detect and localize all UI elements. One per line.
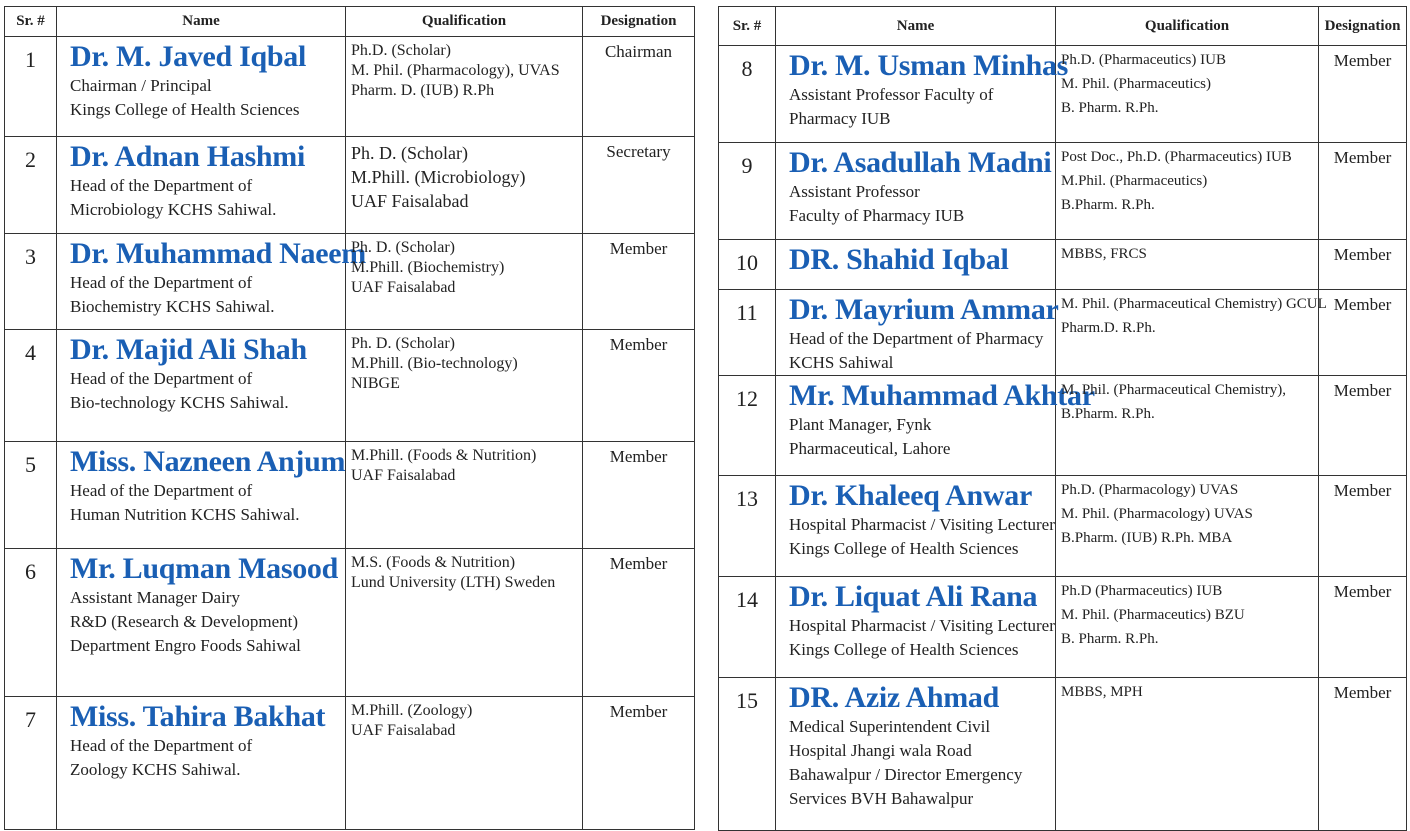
serial-number: 5 xyxy=(5,442,57,549)
member-title-line: Kings College of Health Sciences xyxy=(789,539,1019,558)
member-name: Dr. Khaleeq Anwar xyxy=(789,479,1032,512)
member-title-line: Services BVH Bahawalpur xyxy=(789,789,974,808)
designation: Member xyxy=(1319,577,1407,678)
member-name: DR. Shahid Iqbal xyxy=(789,243,1009,276)
qualification-line: MBBS, MPH xyxy=(1061,684,1143,700)
member-title-line: Hospital Pharmacist / Visiting Lecturer xyxy=(789,616,1055,635)
designation: Member xyxy=(583,330,695,442)
qualification-line: M.S. (Foods & Nutrition) xyxy=(351,554,516,571)
header-sr: Sr. # xyxy=(719,7,776,46)
member-title-line: Head of the Department of xyxy=(70,481,253,500)
name-cell xyxy=(57,549,346,697)
designation: Member xyxy=(1319,46,1407,143)
member-title-line: Bahawalpur / Director Emergency xyxy=(789,765,1023,784)
table-row xyxy=(5,37,695,137)
member-title-line: Assistant Professor Faculty of xyxy=(789,85,994,104)
member-name: Dr. Muhammad Naeem xyxy=(70,237,366,270)
member-name: Miss. Nazneen Anjum xyxy=(70,445,346,478)
serial-number: 15 xyxy=(719,678,776,831)
qualification-line: B.Pharm. (IUB) R.Ph. MBA xyxy=(1061,530,1233,546)
serial-number: 9 xyxy=(719,143,776,240)
serial-number: 8 xyxy=(719,46,776,143)
member-name: Dr. Asadullah Madni xyxy=(789,146,1052,179)
name-cell xyxy=(776,46,1069,143)
member-title-line: Hospital Jhangi wala Road xyxy=(789,741,972,760)
member-title-line: Microbiology KCHS Sahiwal. xyxy=(70,200,277,219)
name-cell xyxy=(57,37,346,137)
member-name: DR. Aziz Ahmad xyxy=(789,681,999,714)
table-row xyxy=(5,137,695,234)
header-qualification: Qualification xyxy=(1056,7,1319,46)
qualification-line: Ph.D. (Pharmaceutics) IUB xyxy=(1061,52,1226,68)
serial-number: 3 xyxy=(5,234,57,330)
qualification-line: M. Phil. (Pharmacology), UVAS xyxy=(351,62,560,79)
table-row xyxy=(5,330,695,442)
table-row xyxy=(719,577,1407,678)
serial-number: 12 xyxy=(719,376,776,476)
qualification-cell xyxy=(346,234,583,330)
qualification-line: Ph.D (Pharmaceutics) IUB xyxy=(1061,583,1223,599)
member-title-line: Department Engro Foods Sahiwal xyxy=(70,636,301,655)
header-row xyxy=(5,7,695,37)
name-cell xyxy=(776,376,1095,476)
member-title-line: Kings College of Health Sciences xyxy=(70,100,300,119)
name-cell xyxy=(57,234,366,330)
committee-table-left xyxy=(4,6,695,830)
qualification-line: UAF Faisalabad xyxy=(351,722,456,739)
qualification-cell xyxy=(346,137,583,234)
designation: Secretary xyxy=(583,137,695,234)
qualification-line: M. Phil. (Pharmacology) UVAS xyxy=(1061,506,1253,522)
designation: Member xyxy=(583,697,695,830)
designation: Member xyxy=(583,234,695,330)
member-name: Dr. M. Javed Iqbal xyxy=(70,40,307,73)
designation: Member xyxy=(583,549,695,697)
header-name: Name xyxy=(57,7,346,37)
member-title-line: Pharmaceutical, Lahore xyxy=(789,439,951,458)
member-title-line: Plant Manager, Fynk xyxy=(789,415,932,434)
member-title-line: Head of the Department of Pharmacy xyxy=(789,329,1044,348)
qualification-line: Ph.D. (Scholar) xyxy=(351,42,451,59)
qualification-line: Post Doc., Ph.D. (Pharmaceutics) IUB xyxy=(1061,149,1292,165)
table-row xyxy=(5,234,695,330)
serial-number: 1 xyxy=(5,37,57,137)
member-title-line: Medical Superintendent Civil xyxy=(789,717,991,736)
qualification-cell xyxy=(1056,240,1319,290)
member-title-line: Pharmacy IUB xyxy=(789,109,891,128)
qualification-cell xyxy=(1056,376,1319,476)
qualification-line: Ph.D. (Pharmacology) UVAS xyxy=(1061,482,1239,498)
member-title-line: Assistant Manager Dairy xyxy=(70,588,240,607)
serial-number: 6 xyxy=(5,549,57,697)
member-name: Mr. Luqman Masood xyxy=(70,552,339,585)
qualification-line: M. Phil. (Pharmaceutics) xyxy=(1061,76,1211,92)
qualification-line: M. Phil. (Pharmaceutics) BZU xyxy=(1061,607,1245,623)
qualification-cell xyxy=(1056,476,1319,577)
qualification-line: M.Phill. (Biochemistry) xyxy=(351,259,505,276)
member-title-line: Head of the Department of xyxy=(70,369,253,388)
member-title-line: KCHS Sahiwal xyxy=(789,353,894,372)
name-cell xyxy=(776,678,1056,831)
serial-number: 4 xyxy=(5,330,57,442)
header-qualification: Qualification xyxy=(346,7,583,37)
designation: Member xyxy=(1319,376,1407,476)
serial-number: 14 xyxy=(719,577,776,678)
member-name: Miss. Tahira Bakhat xyxy=(70,700,326,733)
designation: Member xyxy=(1319,143,1407,240)
qualification-line: B.Pharm. R.Ph. xyxy=(1061,406,1155,422)
qualification-line: M.Phill. (Microbiology) xyxy=(351,167,526,187)
member-title-line: Biochemistry KCHS Sahiwal. xyxy=(70,297,275,316)
qualification-cell xyxy=(1056,290,1327,376)
qualification-line: Pharm.D. R.Ph. xyxy=(1061,320,1156,336)
member-name: Dr. Mayrium Ammar xyxy=(789,293,1059,326)
qualification-line: Pharm. D. (IUB) R.Ph xyxy=(351,82,495,99)
member-title-line: Human Nutrition KCHS Sahiwal. xyxy=(70,505,300,524)
qualification-line: Lund University (LTH) Sweden xyxy=(351,574,556,591)
qualification-line: M. Phil. (Pharmaceutical Chemistry) GCUL xyxy=(1061,296,1327,312)
member-title-line: Faculty of Pharmacy IUB xyxy=(789,206,965,225)
table-row xyxy=(5,697,695,830)
name-cell xyxy=(57,137,346,234)
qualification-line: M.Phill. (Bio-technology) xyxy=(351,355,518,372)
header-designation: Designation xyxy=(583,7,695,37)
designation: Member xyxy=(1319,476,1407,577)
designation: Member xyxy=(1319,240,1407,290)
qualification-cell xyxy=(346,549,583,697)
header-sr: Sr. # xyxy=(5,7,57,37)
qualification-line: Ph. D. (Scholar) xyxy=(351,335,455,352)
committee-table-right xyxy=(718,6,1407,831)
member-title-line: Bio-technology KCHS Sahiwal. xyxy=(70,393,289,412)
member-title-line: Head of the Department of xyxy=(70,176,253,195)
member-title-line: Head of the Department of xyxy=(70,273,253,292)
member-name: Dr. M. Usman Minhas xyxy=(789,49,1069,82)
qualification-line: B.Pharm. R.Ph. xyxy=(1061,197,1155,213)
name-cell xyxy=(776,577,1056,678)
designation: Member xyxy=(1319,290,1407,376)
designation: Chairman xyxy=(583,37,695,137)
qualification-cell xyxy=(1056,143,1319,240)
table-row xyxy=(5,549,695,697)
designation: Member xyxy=(1319,678,1407,831)
qualification-line: M.Phil. (Pharmaceutics) xyxy=(1061,173,1208,189)
qualification-cell xyxy=(346,37,583,137)
table-row xyxy=(5,442,695,549)
header-designation: Designation xyxy=(1319,7,1407,46)
table-row xyxy=(719,678,1407,831)
member-name: Dr. Majid Ali Shah xyxy=(70,333,307,366)
header-name: Name xyxy=(776,7,1056,46)
table-body-left xyxy=(5,37,695,830)
qualification-cell xyxy=(1056,46,1319,143)
name-cell xyxy=(57,697,346,830)
serial-number: 2 xyxy=(5,137,57,234)
table-row xyxy=(719,476,1407,577)
qualification-line: UAF Faisalabad xyxy=(351,279,456,296)
qualification-cell xyxy=(346,697,583,830)
serial-number: 11 xyxy=(719,290,776,376)
qualification-line: M.Phill. (Zoology) xyxy=(351,702,473,719)
member-title-line: Kings College of Health Sciences xyxy=(789,640,1019,659)
member-name: Dr. Liquat Ali Rana xyxy=(789,580,1038,613)
qualification-cell xyxy=(346,442,583,549)
name-cell xyxy=(776,476,1056,577)
table-row xyxy=(719,240,1407,290)
member-name: Dr. Adnan Hashmi xyxy=(70,140,306,173)
qualification-line: B. Pharm. R.Ph. xyxy=(1061,100,1159,116)
qualification-cell xyxy=(1056,577,1319,678)
serial-number: 10 xyxy=(719,240,776,290)
name-cell xyxy=(57,330,346,442)
member-title-line: R&D (Research & Development) xyxy=(70,612,299,631)
qualification-line: NIBGE xyxy=(351,375,400,392)
name-cell xyxy=(57,442,346,549)
table-row xyxy=(719,290,1407,376)
member-title-line: Hospital Pharmacist / Visiting Lecturer xyxy=(789,515,1055,534)
qualification-line: UAF Faisalabad xyxy=(351,467,456,484)
name-cell xyxy=(776,290,1059,376)
member-title-line: Chairman / Principal xyxy=(70,76,212,95)
designation: Member xyxy=(583,442,695,549)
table-body-right xyxy=(719,46,1407,831)
member-title-line: Zoology KCHS Sahiwal. xyxy=(70,760,241,779)
header-row xyxy=(719,7,1407,46)
qualification-line: M.Phill. (Foods & Nutrition) xyxy=(351,447,537,464)
qualification-cell xyxy=(1056,678,1319,831)
qualification-line: Ph. D. (Scholar) xyxy=(351,143,468,163)
serial-number: 13 xyxy=(719,476,776,577)
table-row xyxy=(719,143,1407,240)
qualification-cell xyxy=(346,330,583,442)
member-name: Mr. Muhammad Akhtar xyxy=(789,379,1095,412)
table-row xyxy=(719,376,1407,476)
qualification-line: M. Phil. (Pharmaceutical Chemistry), xyxy=(1061,382,1286,398)
member-title-line: Head of the Department of xyxy=(70,736,253,755)
name-cell xyxy=(776,143,1056,240)
member-title-line: Assistant Professor xyxy=(789,182,920,201)
name-cell xyxy=(776,240,1056,290)
qualification-line: MBBS, FRCS xyxy=(1061,246,1147,262)
qualification-line: UAF Faisalabad xyxy=(351,191,469,211)
qualification-line: Ph. D. (Scholar) xyxy=(351,239,455,256)
table-row xyxy=(719,46,1407,143)
qualification-line: B. Pharm. R.Ph. xyxy=(1061,631,1159,647)
serial-number: 7 xyxy=(5,697,57,830)
